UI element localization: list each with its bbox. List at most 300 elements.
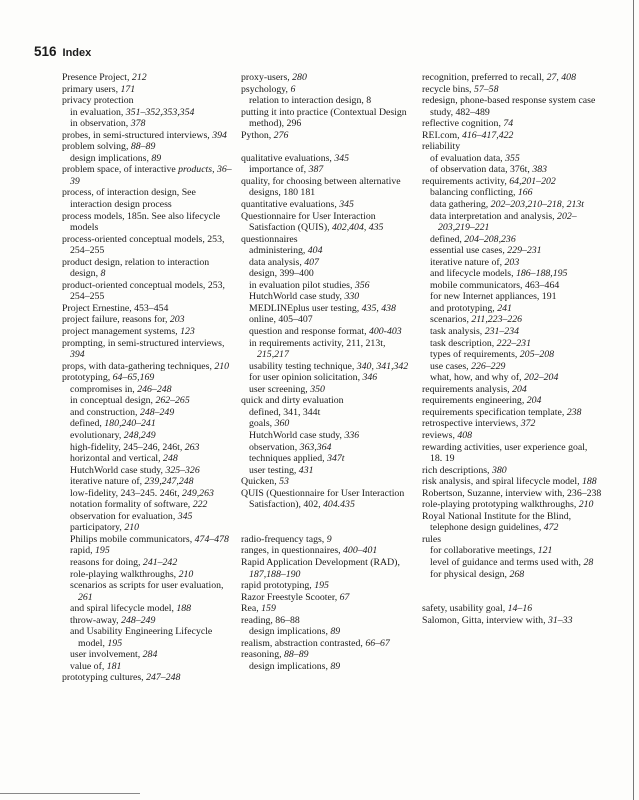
entry-text: problem solving, bbox=[62, 141, 131, 153]
page-locator: 8 bbox=[100, 268, 106, 280]
entry-text: and lifecycle models, bbox=[430, 268, 516, 280]
entry-text: requirements engineering, bbox=[422, 395, 527, 407]
index-subentry bbox=[241, 303, 416, 315]
index-entry bbox=[241, 395, 416, 407]
entry-text: product-oriented conceptual models, 253, 254–255 bbox=[62, 279, 225, 303]
page-locator: 248–249 bbox=[121, 614, 156, 626]
index-entry bbox=[241, 107, 416, 130]
entry-text: in evaluation pilot studies, bbox=[249, 279, 355, 291]
page-locator: 9 bbox=[326, 533, 332, 545]
entry-text: putting it into practice (Contextual Design method), 296 bbox=[241, 106, 407, 130]
index-subentry bbox=[241, 95, 416, 107]
entry-text: relation to interaction design, 8 bbox=[249, 95, 372, 107]
entry-text: rich descriptions, bbox=[422, 464, 492, 476]
page-locator: 226–229 bbox=[471, 360, 506, 372]
index-subentry bbox=[422, 187, 602, 199]
entry-text: requirements activity, bbox=[422, 175, 510, 187]
entry-text: quick and dirty evaluation bbox=[241, 395, 344, 407]
entry-text: for collaborative meetings, bbox=[430, 545, 538, 557]
page-locator: 14–16 bbox=[507, 603, 533, 615]
entry-text: Rea, bbox=[241, 603, 262, 615]
index-subentry bbox=[62, 453, 237, 465]
page-locator: 325–326 bbox=[165, 464, 200, 476]
index-subentry bbox=[422, 291, 602, 303]
entry-text: HutchWorld case study, bbox=[249, 291, 345, 303]
page-locator: 345 bbox=[177, 510, 193, 522]
page-number: 516 bbox=[34, 44, 57, 59]
page-locator: 202–203,210–218, 213t bbox=[490, 199, 585, 211]
entry-text: HutchWorld case study, bbox=[249, 429, 345, 441]
entry-text: user screening, bbox=[249, 383, 311, 395]
page-locator: 210 bbox=[214, 360, 230, 372]
page-locator: 372 bbox=[520, 418, 536, 430]
index-subentry bbox=[62, 522, 237, 534]
page-locator: 355 bbox=[505, 152, 520, 164]
index-subentry bbox=[241, 465, 416, 477]
index-entry bbox=[241, 84, 416, 96]
index-entry bbox=[62, 280, 237, 303]
index-entry bbox=[241, 534, 416, 546]
entry-text: high-fidelity, 245–246, 246t, bbox=[70, 441, 185, 453]
entry-text: and prototyping, bbox=[430, 302, 498, 314]
entry-text: observation for evaluation, bbox=[70, 510, 178, 522]
entry-text: requirements analysis, bbox=[422, 383, 513, 395]
index-subentry bbox=[241, 291, 416, 303]
page-locator: 400–401 bbox=[343, 545, 378, 557]
page-locator: 188 bbox=[581, 476, 597, 488]
index-column-1 bbox=[62, 72, 237, 684]
index-entry bbox=[241, 649, 416, 661]
entry-text: reviews, bbox=[422, 429, 458, 441]
page-locator: 280 bbox=[292, 72, 307, 83]
entry-text: realism, abstraction contrasted, bbox=[241, 637, 366, 649]
index-subentry bbox=[62, 395, 237, 407]
page-locator: 394 bbox=[70, 349, 85, 361]
entry-text: rules bbox=[422, 533, 442, 545]
entry-text: user involvement, bbox=[70, 649, 143, 661]
index-subentry bbox=[62, 488, 237, 500]
entry-text: Razor Freestyle Scooter, bbox=[241, 591, 340, 603]
page-locator: 276 bbox=[273, 129, 289, 141]
running-header bbox=[34, 43, 91, 61]
page-locator: 284 bbox=[142, 649, 158, 661]
entry-text: MEDLINEplus user testing, bbox=[249, 302, 362, 314]
page-locator: 416–417,422 bbox=[462, 129, 514, 141]
page-locator: 205–208 bbox=[519, 349, 555, 361]
page-locator: 204 bbox=[526, 395, 542, 407]
entry-text: quality, for choosing between alternative designs, 180 181 bbox=[241, 175, 401, 199]
page-locator: 249,263 bbox=[182, 487, 214, 499]
index-subentry bbox=[241, 268, 416, 280]
index-entry bbox=[422, 418, 602, 430]
index-subentry bbox=[62, 545, 237, 557]
entry-text: level of guidance and terms used with, bbox=[430, 556, 584, 568]
entry-text: reasoning, bbox=[241, 649, 284, 661]
entry-text: for new Internet appliances, 191 bbox=[430, 291, 557, 303]
entry-text: online, 405–407 bbox=[249, 314, 313, 326]
index-subentry bbox=[62, 649, 237, 661]
index-entry bbox=[62, 95, 237, 107]
index-entry bbox=[422, 499, 602, 511]
index-entry bbox=[422, 615, 602, 627]
index-subentry bbox=[422, 153, 602, 165]
page-locator: 67 bbox=[339, 591, 350, 603]
index-column-2 bbox=[241, 72, 416, 672]
entry-text: notation formality of software, bbox=[70, 499, 193, 511]
entry-text: data analysis, bbox=[249, 256, 305, 268]
page-locator: 378 bbox=[130, 118, 146, 130]
entry-text: problem space, of interactive bbox=[62, 164, 179, 176]
index-entry bbox=[241, 476, 416, 488]
index-subentry bbox=[62, 118, 237, 130]
entry-text: product design, relation to interaction design, bbox=[62, 256, 210, 280]
entry-text: process models, 185n. See also lifecycle models bbox=[62, 210, 221, 234]
index-entry bbox=[241, 199, 416, 211]
entry-text: importance of, bbox=[249, 164, 309, 176]
entry-text: rapid prototyping, bbox=[241, 580, 315, 592]
page-locator: 340, 341,342 bbox=[356, 360, 409, 372]
entry-text: safety, usability goal, bbox=[422, 603, 508, 615]
entry-text: compromises in, bbox=[70, 383, 138, 395]
entry-text: balancing conflicting, bbox=[430, 187, 518, 199]
index-subentry bbox=[241, 661, 416, 673]
entry-text: data interpretation and analysis, bbox=[430, 210, 558, 222]
entry-text: redesign, phone-based response system case study, 482–489 bbox=[422, 95, 596, 118]
entry-text: for user opinion solicitation, bbox=[249, 372, 363, 384]
page-locator: 210 bbox=[578, 499, 594, 511]
page-locator: 187,188–190 bbox=[249, 568, 301, 580]
page-locator: 350 bbox=[310, 383, 325, 395]
entry-text: privacy protection bbox=[62, 95, 134, 107]
page-locator: 394 bbox=[212, 129, 227, 141]
index-entry bbox=[422, 430, 602, 442]
index-entry bbox=[241, 488, 416, 511]
entry-text: rewarding activities, user experience goal, 18. 19 bbox=[422, 441, 588, 465]
entry-text: prototyping cultures, bbox=[62, 672, 147, 684]
index-entry bbox=[241, 153, 416, 165]
index-subentry bbox=[62, 603, 237, 615]
page-locator: 123 bbox=[180, 326, 195, 338]
index-subentry bbox=[62, 430, 237, 442]
entry-text: for physical design, bbox=[430, 568, 510, 580]
entry-text: probes, in semi-structured interviews, bbox=[62, 129, 213, 141]
page-locator: 188 bbox=[176, 603, 192, 615]
page-locator: 215,217 bbox=[257, 349, 289, 361]
entry-text: project management systems, bbox=[62, 326, 181, 338]
page-locator: 246–248 bbox=[137, 383, 172, 395]
page-locator: 202–204 bbox=[524, 372, 559, 384]
page-locator: 248,249 bbox=[123, 429, 156, 441]
index-entry bbox=[241, 211, 416, 234]
page-locator: 229–231 bbox=[507, 245, 542, 257]
index-entry bbox=[422, 118, 602, 130]
index-entry bbox=[422, 130, 602, 142]
page-locator: 363,364 bbox=[299, 441, 332, 453]
page-locator: 159 bbox=[261, 603, 276, 615]
entry-text: recycle bins, bbox=[422, 83, 474, 95]
entry-text: role-playing prototyping walkthroughs, bbox=[422, 499, 579, 511]
entry-text: reasons for doing, bbox=[70, 556, 143, 568]
page-locator: 181 bbox=[106, 660, 122, 672]
index-entry bbox=[62, 314, 237, 326]
index-entry bbox=[241, 72, 416, 84]
page-edge-rule bbox=[633, 0, 634, 800]
letter-group-gap bbox=[422, 580, 602, 592]
letter-group-gap bbox=[241, 522, 416, 534]
page-locator: 89 bbox=[330, 626, 341, 638]
entry-text: and construction, bbox=[70, 406, 140, 418]
index-subentry bbox=[62, 569, 237, 581]
page-locator: 261 bbox=[78, 591, 93, 603]
entry-text: role-playing walkthroughs, bbox=[70, 568, 179, 580]
index-entry bbox=[241, 603, 416, 615]
entry-text: requirements specification template, bbox=[422, 406, 567, 418]
entry-text: of observation data, 376t, bbox=[430, 164, 533, 176]
page-locator: 431 bbox=[298, 464, 314, 476]
entry-text: reading, 86–88 bbox=[241, 614, 300, 626]
index-entry bbox=[62, 187, 237, 210]
page-locator: 74 bbox=[503, 118, 514, 130]
index-subentry bbox=[241, 430, 416, 442]
index-subentry bbox=[62, 615, 237, 627]
index-subentry bbox=[422, 234, 602, 246]
entry-text: what, how, and why of, bbox=[430, 372, 525, 384]
index-subentry bbox=[62, 407, 237, 419]
entry-text: reflective cognition, bbox=[422, 118, 504, 130]
page-locator: 31–33 bbox=[547, 614, 573, 626]
entry-text: qualitative evaluations, bbox=[241, 152, 335, 164]
entry-text: administering, bbox=[249, 245, 308, 257]
index-subentry bbox=[422, 280, 602, 292]
entry-text: process, of interaction design, See interaction design process bbox=[62, 187, 196, 211]
index-entry bbox=[241, 615, 416, 627]
page-locator: 64–65,169 bbox=[112, 372, 155, 384]
index-subentry bbox=[62, 465, 237, 477]
page-locator: 222–231 bbox=[496, 337, 531, 349]
index-subentry bbox=[241, 442, 416, 454]
index-subentry bbox=[241, 257, 416, 269]
index-subentry bbox=[422, 268, 602, 280]
entry-text: Questionnaire for User Interaction Satisfaction (QUIS), bbox=[241, 210, 376, 234]
page-locator: 404.435 bbox=[323, 499, 355, 511]
entry-text: defined, bbox=[430, 233, 465, 245]
entry-text: design implications, bbox=[70, 152, 152, 164]
index-entry bbox=[62, 130, 237, 142]
entry-text: questionnaires bbox=[241, 233, 298, 245]
entry-text: types of requirements, bbox=[430, 349, 520, 361]
entry-text: Salomon, Gitta, interview with, bbox=[422, 614, 548, 626]
entry-text: reliability bbox=[422, 141, 461, 153]
index-entry bbox=[62, 141, 237, 153]
index-subentry bbox=[241, 372, 416, 384]
entry-text: Quicken, bbox=[241, 476, 280, 488]
page-locator: 248 bbox=[163, 453, 178, 465]
index-entry bbox=[241, 545, 416, 557]
entry-text: proxy-users, bbox=[241, 72, 293, 83]
entry-text: scenarios as scripts for user evaluation, bbox=[70, 580, 224, 592]
entry-text: in evaluation, bbox=[70, 106, 126, 118]
index-entry bbox=[62, 372, 237, 384]
index-subentry bbox=[62, 418, 237, 430]
index-entry bbox=[422, 534, 602, 546]
index-entry bbox=[422, 603, 602, 615]
index-entry bbox=[62, 361, 237, 373]
page-title: Index bbox=[62, 47, 92, 59]
page-locator: 222 bbox=[192, 499, 208, 511]
page-locator: 336 bbox=[344, 429, 360, 441]
entry-text: observation, bbox=[249, 441, 300, 453]
page-locator: 121 bbox=[537, 545, 553, 557]
index-subentry bbox=[62, 511, 237, 523]
entry-text: QUIS (Questionnaire for User Interaction Satisfaction), 402, bbox=[241, 487, 405, 511]
entry-text: quantitative evaluations, bbox=[241, 199, 340, 211]
entry-text: design implications, bbox=[249, 660, 331, 672]
index-entry bbox=[422, 384, 602, 396]
page-locator: 211,223–226 bbox=[471, 314, 523, 326]
page-locator: 241–242 bbox=[142, 556, 178, 568]
index-entry bbox=[62, 84, 237, 96]
index-subentry bbox=[62, 626, 237, 649]
index-entry bbox=[422, 95, 602, 118]
page-locator: 195 bbox=[95, 545, 110, 557]
index-subentry bbox=[422, 361, 602, 373]
entry-text: ranges, in questionnaires, bbox=[241, 545, 344, 557]
index-entry bbox=[422, 176, 602, 188]
index-entry bbox=[62, 326, 237, 338]
index-subentry bbox=[422, 338, 602, 350]
page-locator: 53 bbox=[279, 476, 289, 488]
entry-text: design, 399–400 bbox=[249, 268, 314, 280]
index-subentry bbox=[62, 534, 237, 546]
entry-text: goals, bbox=[249, 418, 275, 430]
page-locator: 345 bbox=[339, 199, 354, 211]
page-locator: 210 bbox=[178, 568, 194, 580]
entry-text: and spiral lifecycle model, bbox=[70, 603, 177, 615]
page-locator: 203 bbox=[504, 256, 520, 268]
entry-text: REI.com, bbox=[422, 129, 462, 141]
entry-text: retrospective interviews, bbox=[422, 418, 521, 430]
page-locator: 66–67 bbox=[365, 637, 390, 649]
index-subentry bbox=[422, 372, 602, 384]
page-locator: 57–58 bbox=[473, 83, 499, 95]
entry-text: in observation, bbox=[70, 118, 131, 130]
entry-text: value of, bbox=[70, 660, 107, 672]
index-subentry bbox=[422, 164, 602, 176]
index-entry bbox=[422, 72, 602, 84]
page-locator: 347t bbox=[327, 453, 345, 465]
index-subentry bbox=[62, 442, 237, 454]
entry-text: Rapid Application Development (RAD), bbox=[241, 556, 400, 568]
letter-group-gap bbox=[422, 592, 602, 604]
page-locator: 262–265 bbox=[155, 395, 190, 407]
index-subentry bbox=[422, 257, 602, 269]
index-entry bbox=[62, 672, 237, 684]
index-subentry bbox=[62, 476, 237, 488]
index-subentry bbox=[241, 245, 416, 257]
page-locator: products, 36–39 bbox=[70, 164, 232, 187]
entry-text: techniques applied, bbox=[249, 453, 328, 465]
page-locator: 268 bbox=[509, 568, 525, 580]
index-subentry bbox=[422, 349, 602, 361]
page-locator: 64,201–202 bbox=[509, 175, 556, 187]
entry-text: horizontal and vertical, bbox=[70, 453, 164, 465]
index-entry bbox=[422, 488, 602, 500]
page-locator: 195 bbox=[314, 580, 329, 592]
page-locator: 474–478 bbox=[194, 533, 229, 545]
index-subentry bbox=[241, 453, 416, 465]
index-subentry bbox=[422, 303, 602, 315]
entry-text: rapid, bbox=[70, 545, 96, 557]
page-locator: 387 bbox=[308, 164, 324, 176]
entry-text: task analysis, bbox=[430, 326, 485, 338]
page-locator: 204–208,236 bbox=[464, 233, 516, 245]
entry-text: Project Ernestine, 453–454 bbox=[62, 302, 169, 314]
index-subentry bbox=[241, 384, 416, 396]
entry-text: project failure, reasons for, bbox=[62, 314, 170, 326]
index-subentry bbox=[62, 557, 237, 569]
entry-text: defined, 341, 344t bbox=[249, 406, 321, 418]
page-locator: 241 bbox=[497, 302, 512, 314]
page-locator: 263 bbox=[184, 441, 200, 453]
entry-text: throw-away, bbox=[70, 614, 122, 626]
index-subentry bbox=[62, 661, 237, 673]
entry-text: scenarios, bbox=[430, 314, 472, 326]
page-locator: 356 bbox=[354, 279, 370, 291]
letter-group-gap bbox=[241, 511, 416, 523]
page-locator: 408 bbox=[457, 429, 473, 441]
index-entry bbox=[422, 84, 602, 96]
index-entry bbox=[241, 580, 416, 592]
entry-text: iterative nature of, bbox=[70, 476, 145, 488]
page-locator: 212 bbox=[131, 72, 147, 83]
entry-text: task description, bbox=[430, 337, 497, 349]
entry-text: data gathering, bbox=[430, 199, 491, 211]
page-locator: 203 bbox=[169, 314, 185, 326]
page-locator: 186–188,195 bbox=[515, 268, 568, 280]
page-locator: 435, 438 bbox=[361, 302, 396, 314]
entry-text: participatory, bbox=[70, 522, 125, 534]
index-subentry bbox=[422, 245, 602, 257]
letter-group-gap bbox=[241, 141, 416, 153]
entry-text: in conceptual design, bbox=[70, 395, 156, 407]
entry-text: essential use cases, bbox=[430, 245, 508, 257]
page-locator: 166 bbox=[517, 187, 533, 199]
page-locator: 248–249 bbox=[139, 406, 175, 418]
page-locator: 171 bbox=[120, 83, 136, 95]
index-entry bbox=[422, 141, 602, 153]
index-subentry bbox=[62, 580, 237, 603]
index-entry bbox=[241, 176, 416, 199]
index-subentry bbox=[62, 384, 237, 396]
page-locator: 351–352,353,354 bbox=[125, 106, 195, 118]
index-subentry bbox=[422, 326, 602, 338]
entry-text: primary users, bbox=[62, 83, 121, 95]
page-locator: 330 bbox=[344, 291, 360, 303]
page-locator: 6 bbox=[290, 83, 296, 95]
entry-text: design implications, bbox=[249, 626, 331, 638]
entry-text: recognition, preferred to recall, bbox=[422, 72, 547, 83]
index-subentry bbox=[241, 418, 416, 430]
page-locator: 89 bbox=[151, 152, 162, 164]
entry-text: Python, bbox=[241, 129, 274, 141]
entry-text: in requirements activity, 211, 213t, bbox=[249, 337, 386, 349]
page-locator: 27, 408 bbox=[546, 72, 576, 83]
entry-text: psychology, bbox=[241, 83, 291, 95]
page-locator: 404 bbox=[307, 245, 323, 257]
page-locator: 88–89 bbox=[284, 649, 309, 661]
entry-text: Philips mobile communicators, bbox=[70, 533, 195, 545]
page-locator: 345 bbox=[334, 152, 350, 164]
